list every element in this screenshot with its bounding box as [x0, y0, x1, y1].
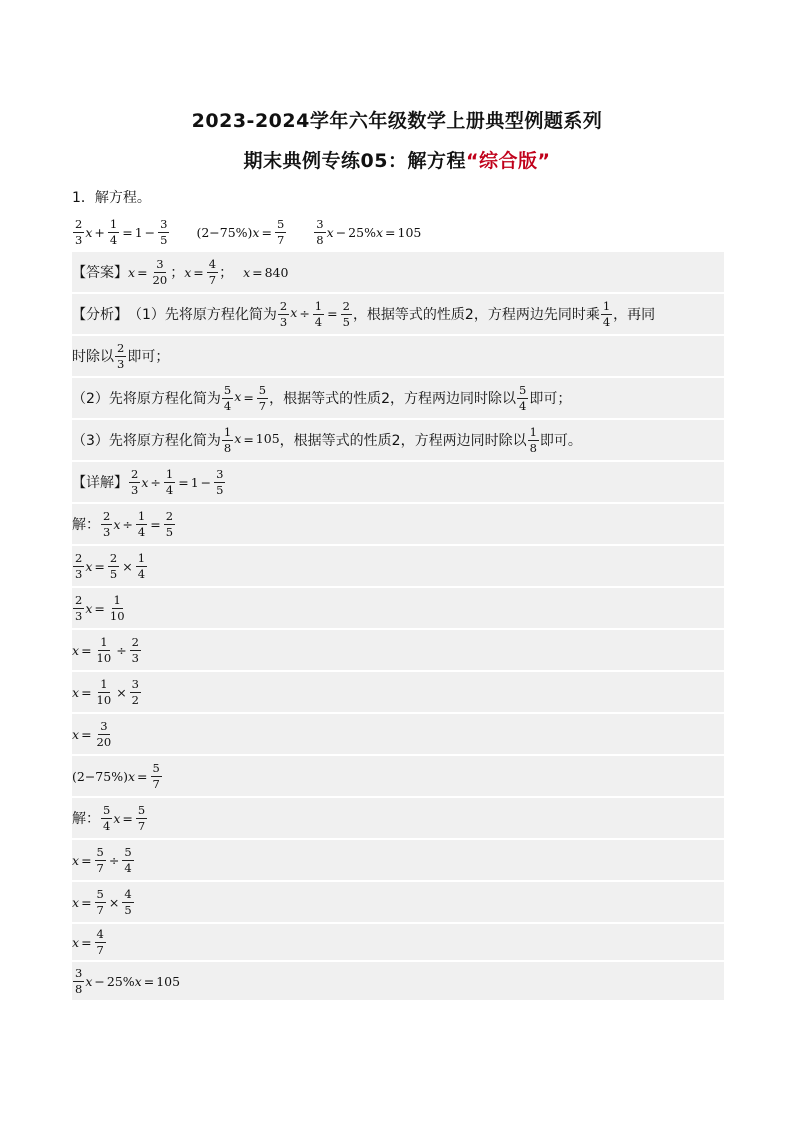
- fraction: $\frac{3}{2}$: [131, 677, 139, 707]
- fraction: $\frac{3}{20}$: [96, 719, 112, 749]
- analysis-tag: 【分析】: [72, 307, 128, 323]
- fraction: $\frac{2}{3}$: [131, 467, 139, 497]
- fraction: $\frac{1}{10}$: [96, 677, 112, 707]
- fraction: $\frac{1}{4}$: [602, 299, 611, 329]
- fraction: $\frac{4}{7}$: [96, 927, 104, 957]
- fraction: $\frac{1}{10}$: [96, 635, 112, 665]
- solution-step: x = $\frac{1}{10}$ ÷ $\frac{2}{3}$: [72, 630, 724, 670]
- fraction: $\frac{2}{3}$: [103, 509, 111, 539]
- solution-step: 解： $\frac{5}{4}$ x = $\frac{5}{7}$: [72, 798, 724, 838]
- fraction: $\frac{2}{3}$: [117, 341, 125, 371]
- solution-step: x = $\frac{5}{7}$ ÷ $\frac{5}{4}$: [72, 840, 724, 880]
- fraction: $\frac{2}{3}$: [75, 593, 83, 623]
- solution-step: 解： $\frac{2}{3}$ x ÷ $\frac{1}{4}$ = $\frac{2}{5}$: [72, 504, 724, 544]
- fraction: $\frac{2}{5}$: [342, 299, 350, 329]
- fraction: $\frac{5}{7}$: [276, 217, 285, 247]
- analysis-line-4: （3）先将原方程化简为 $\frac{1}{8}$ x = 105 ，根据等式的性质2，方程两边同时除以 $\frac{1}{8}$ 即可。: [72, 420, 724, 460]
- fraction: $\frac{1}{8}$: [223, 425, 232, 455]
- fraction: $\frac{2}{5}$: [165, 509, 174, 539]
- solution-step: $\frac{2}{3}$ x = $\frac{1}{10}$: [72, 588, 724, 628]
- answer-row: 【答案】 x = $\frac{3}{20}$ ； x = $\frac{4}{7}$ ； x = 840: [72, 252, 724, 292]
- fraction: $\frac{5}{7}$: [96, 845, 104, 875]
- fraction: $\frac{2}{5}$: [109, 551, 118, 581]
- fraction: $\frac{4}{5}$: [124, 887, 132, 917]
- answer-tag: 【答案】: [72, 265, 128, 281]
- question-equations: $\frac{2}{3}$ x + $\frac{1}{4}$ = 1 − $\frac{3}{5}$ (2−75%) x = $\frac{5}{7}$ $\frac{3}{8}$ x − 25% x = 105: [75, 217, 422, 247]
- fraction: $\frac{2}{3}$: [131, 635, 139, 665]
- document-subtitle: 期末典例专练05：解方程“综合版”: [243, 150, 551, 172]
- analysis-line-2: 时除以 $\frac{2}{3}$ 即可；: [72, 336, 724, 376]
- analysis-line-3: （2）先将原方程化简为 $\frac{5}{4}$ x = $\frac{5}{7}$ ，根据等式的性质2，方程两边同时除以 $\frac{5}{4}$ 即可；: [72, 378, 724, 418]
- subtitle-highlight: “综合版”: [465, 150, 551, 172]
- fraction: $\frac{3}{5}$: [160, 217, 168, 247]
- document-title: 2023-2024学年六年级数学上册典型例题系列: [191, 110, 603, 132]
- fraction: $\frac{1}{8}$: [529, 425, 537, 455]
- fraction: $\frac{2}{3}$: [279, 299, 288, 329]
- fraction: $\frac{1}{4}$: [109, 217, 118, 247]
- fraction: $\frac{3}{8}$: [75, 966, 83, 996]
- fraction: $\frac{5}{4}$: [124, 845, 132, 875]
- solution-step: x = $\frac{4}{7}$: [72, 924, 724, 960]
- fraction: $\frac{3}{20}$: [152, 257, 168, 287]
- fraction: $\frac{5}{7}$: [137, 803, 146, 833]
- fraction: $\frac{3}{8}$: [316, 217, 324, 247]
- detail-tag: 【详解】: [72, 475, 128, 491]
- question-label: 1．解方程。: [72, 190, 151, 206]
- fraction: $\frac{5}{4}$: [223, 383, 232, 413]
- fraction: $\frac{5}{7}$: [152, 761, 160, 791]
- fraction: $\frac{1}{4}$: [314, 299, 323, 329]
- solution-step: $\frac{3}{8}$ x − 25% x = 105: [72, 962, 724, 1000]
- fraction: $\frac{1}{4}$: [165, 467, 174, 497]
- fraction: $\frac{2}{3}$: [75, 217, 83, 247]
- analysis-line-1: 【分析】 （1）先将原方程化简为 $\frac{2}{3}$ x ÷ $\frac{1}{4}$ = $\frac{2}{5}$ ，根据等式的性质2，方程两边先同时乘 $\frac{1}{4}$ ，再同: [72, 294, 724, 334]
- fraction: $\frac{1}{4}$: [137, 509, 146, 539]
- fraction: $\frac{1}{4}$: [137, 551, 146, 581]
- solution-step: x = $\frac{1}{10}$ × $\frac{3}{2}$: [72, 672, 724, 712]
- fraction: $\frac{4}{7}$: [208, 257, 217, 287]
- detail-row: 【详解】 $\frac{2}{3}$ x ÷ $\frac{1}{4}$ = 1 − $\frac{3}{5}$: [72, 462, 724, 502]
- fraction: $\frac{5}{7}$: [96, 887, 104, 917]
- solution-step: (2−75%) x = $\frac{5}{7}$: [72, 756, 724, 796]
- fraction: $\frac{1}{10}$: [109, 593, 125, 623]
- solution-step: $\frac{2}{3}$ x = $\frac{2}{5}$ × $\frac{1}{4}$: [72, 546, 724, 586]
- solution-step: x = $\frac{5}{7}$ × $\frac{4}{5}$: [72, 882, 724, 922]
- fraction: $\frac{3}{5}$: [216, 467, 224, 497]
- fraction: $\frac{5}{7}$: [258, 383, 267, 413]
- fraction: $\frac{2}{3}$: [75, 551, 83, 581]
- fraction: $\frac{5}{4}$: [519, 383, 527, 413]
- fraction: $\frac{5}{4}$: [103, 803, 111, 833]
- solution-step: x = $\frac{3}{20}$: [72, 714, 724, 754]
